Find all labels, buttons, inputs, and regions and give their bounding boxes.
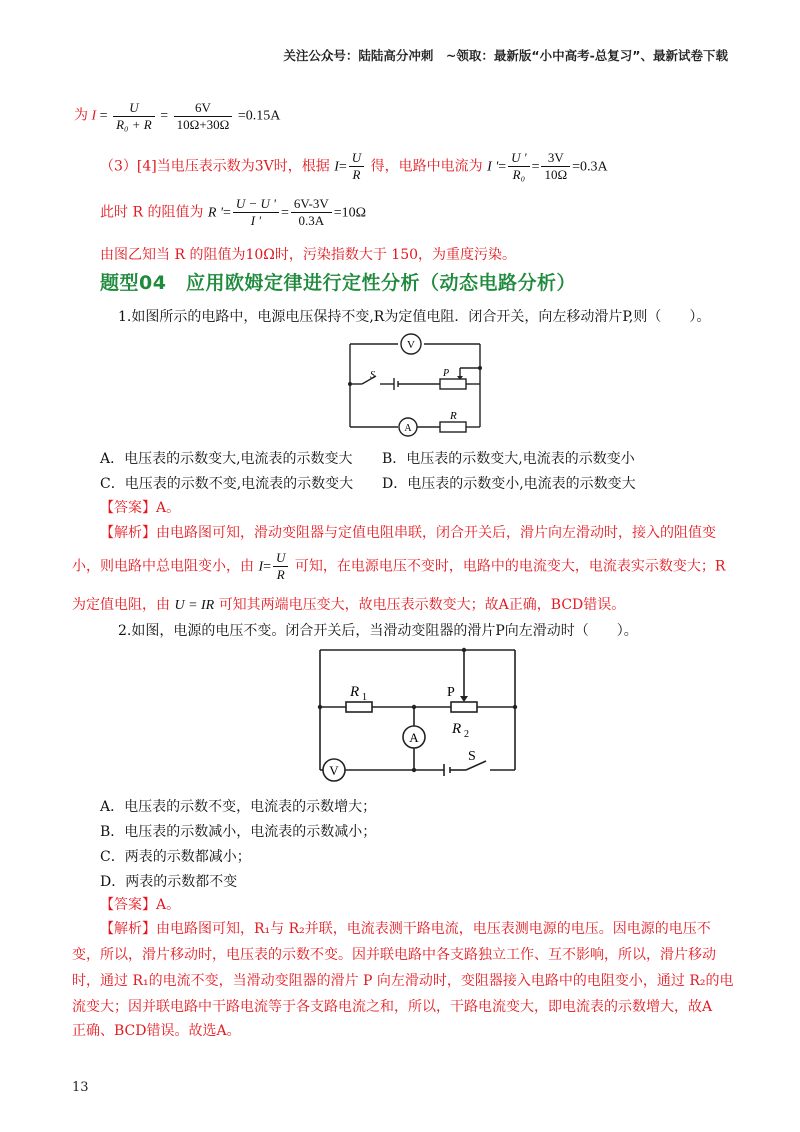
formula-var: I (334, 159, 339, 175)
formula-var: R ' (207, 205, 223, 221)
q2-switch-label: S (468, 749, 476, 764)
q1-voltmeter-label: V (407, 339, 415, 351)
q1-switch-label: S (370, 370, 375, 381)
formula-den: R (276, 567, 285, 582)
q2-slider-label: P (447, 685, 455, 700)
formula-den: R₀ (512, 167, 526, 182)
q1-slider-label: P (443, 368, 450, 379)
formula-result: =0.15A (237, 108, 281, 124)
q2-r1-label: R (350, 684, 360, 700)
q1-stem: 1.如图所示的电路中，电源电压保持不变,R为定值电阻．闭合开关，向左移动滑片P,则（ ）。 (118, 309, 711, 325)
q2-stem: 2.如图，电源的电压不变。闭合开关后，当滑动变阻器的滑片P向左滑动时（ ）。 (118, 623, 638, 639)
q1-analysis-text: 可知，在电源电压不变时，电路中的电流变大，电流表实示数变大；R (294, 558, 726, 575)
formula-line-1 (74, 100, 280, 133)
q1-option-c: C．电压表的示数不变,电流表的示数变大 (100, 476, 354, 492)
formula-line-3: 此时 R 的阻值为 R '= $\frac{U - U '}{I '}$ = $\frac{6V-3V}{0.3A}$ =10Ω (100, 196, 367, 228)
formula-den: R (352, 167, 361, 182)
formula-eq: = (99, 108, 108, 124)
formula-line-2: （3）[4]当电压表示数为3V时，根据 I= $\frac{U}{R}$ 得，电路中电流为 I '= $\frac{U '}{\text{R₀}}$ = $\frac{3V}{10\Omega}$ =0.3A (100, 150, 608, 182)
q1-option-d: D．电压表的示数变小,电流表的示数变大 (382, 476, 636, 492)
formula-den: 10Ω (544, 167, 568, 182)
q2-option-c: C．两表的示数都减小； (100, 849, 251, 865)
formula-eq: = (160, 108, 169, 124)
line1-prefix: 为 (74, 108, 88, 124)
formula-den: R₀ + R (116, 117, 152, 132)
formula-var: I (258, 559, 264, 575)
formula-num: U (273, 550, 288, 567)
formula-num: U − U ' (233, 196, 279, 213)
formula-den: 0.3A (298, 213, 325, 228)
formula-inline: U = IR (174, 598, 215, 613)
q1-analysis-text: 小，则电路中总电阻变小，由 (72, 558, 254, 575)
q2-voltmeter-label: V (329, 763, 339, 778)
q1-analysis-text: 为定值电阻，由 (72, 597, 170, 613)
formula-den: I ' (250, 213, 262, 228)
formula-var: I (91, 108, 97, 124)
q2-ammeter-label: A (409, 730, 419, 745)
q2-circuit-diagram (310, 640, 530, 790)
formula-result: =0.3A (572, 159, 608, 175)
page-number: 13 (72, 1080, 89, 1095)
q1-circuit-diagram (340, 332, 490, 440)
q2-r2-subscript: 2 (464, 729, 469, 740)
q1-option-b: B．电压表的示数变大,电流表的示数变小 (382, 451, 635, 467)
q2-option-b: B．电压表的示数减小，电流表的示数减小； (100, 824, 377, 840)
q2-analysis-line-3: 时，通过 R₁的电流不变，当滑动变阻器的滑片 P 向左滑动时，变阻器接入电路中的电阻变小，通过 R₂的电 (72, 973, 734, 989)
formula-num: U ' (508, 150, 529, 167)
line2-text-a: （3）[4]当电压表示数为3V时，根据 (100, 158, 330, 175)
q2-analysis-line-1: 【解析】由电路图可知，R₁与 R₂并联，电流表测干路电流，电压表测电源的电压。因电源的电压不 (100, 921, 711, 937)
q2-option-a: A．电压表的示数不变，电流表的示数增大； (100, 799, 377, 815)
section-title: 题型04 应用欧姆定律进行定性分析（动态电路分析） (100, 272, 576, 294)
q2-r2-label: R (452, 721, 462, 737)
q2-answer: 【答案】A。 (100, 897, 181, 913)
q1-resistor-label: R (450, 410, 457, 422)
formula-result: =10Ω (333, 205, 367, 221)
line3-text: 此时 R 的阻值为 (100, 204, 204, 221)
formula-num: 3V (541, 150, 570, 167)
q2-option-d: D．两表的示数都不变 (100, 874, 238, 890)
q1-analysis-line-3 (72, 594, 625, 614)
q2-analysis-line-4: 流变大；因并联电路中干路电流等于各支路电流之和，所以，干路电流变大，即电流表的示数增大，故A (72, 999, 713, 1015)
q2-analysis-line-2: 变，所以，滑片移动时，电压表的示数不变。因并联电路中各支路独立工作、互不影响，所以，滑片移动 (72, 947, 716, 963)
conclusion-line: 由图乙知当 R 的阻值为10Ω时，污染指数大于 150，为重度污染。 (100, 247, 517, 263)
q1-analysis-line-2: 小，则电路中总电阻变小，由 I= $\frac{U}{R}$ 可知，在电源电压不变时，电路中的电流变大，电流表实示数变大；R (72, 550, 726, 582)
q1-analysis-text: 可知其两端电压变大，故电压表示数变大；故A正确，BCD错误。 (218, 597, 626, 613)
formula-den: 10Ω+30Ω (176, 117, 230, 132)
q1-answer: 【答案】A。 (100, 500, 181, 516)
formula-num: U (113, 100, 155, 117)
q1-ammeter-label: A (404, 423, 412, 434)
page-header: 关注公众号：陆陆高分冲刺 ~领取：最新版“小中高考-总复习”、最新试卷下载 (283, 48, 728, 63)
q1-option-a: A．电压表的示数变大,电流表的示数变大 (100, 451, 353, 467)
formula-var: I ' (487, 159, 499, 175)
q2-r1-subscript: 1 (362, 692, 367, 703)
q2-analysis-line-5: 正确、BCD错误。故选A。 (72, 1023, 241, 1039)
formula-num: 6V-3V (291, 196, 332, 213)
line2-text-b: 得，电路中电流为 (370, 158, 483, 175)
formula-num: 6V (174, 100, 233, 117)
q1-analysis-line-1: 【解析】由电路图可知，滑动变阻器与定值电阻串联，闭合开关后，滑片向左滑动时，接入的阻值变 (100, 525, 716, 541)
formula-num: U (349, 150, 364, 167)
